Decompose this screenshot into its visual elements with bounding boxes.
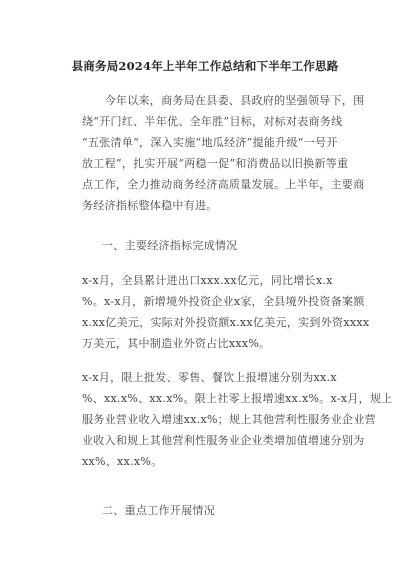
text-line: 放工程”，扎实开展“两稳一促”和消费品以旧换新等重	[82, 157, 349, 170]
text-line: 务经济指标整体稳中有进。	[82, 199, 218, 212]
text-line: 点工作，全力推动商务经济高质量发展。上半年，主要商	[82, 178, 365, 191]
paragraph-trade	[82, 270, 370, 354]
text-line: 绕“开门红、半年优、全年胜”目标，对标对表商务线	[82, 115, 343, 128]
section-heading-2: 二、重点工作开展情况	[102, 504, 215, 517]
document-title: 县商务局2024年上半年工作总结和下半年工作思路	[71, 59, 339, 73]
text-line: 今年以来，商务局在县委、县政府的坚强领导下，围	[82, 94, 365, 107]
intro-paragraph	[82, 90, 365, 216]
text-line: %、xx.x%、xx.x%。限上社零上报增速xx.x%。x-x月，规上	[82, 392, 393, 405]
paragraph-retail	[82, 367, 393, 472]
section-heading-1: 一、主要经济指标完成情况	[102, 239, 238, 252]
text-line: x-x月，全县累计进出口xxx.xx亿元，同比增长x.x	[82, 274, 333, 287]
text-line: %。x-x月，新增境外投资企业x家，全县境外投资备案额	[82, 295, 365, 308]
text-line: x.xx亿美元，实际对外投资额x.xx亿美元，实到外资xxxx	[82, 316, 370, 329]
text-line: 万美元，其中制造业外资占比xxx%。	[82, 337, 271, 350]
text-line: xx%、xx.x%。	[82, 455, 163, 468]
text-line: 业收入和规上其他营利性服务业企业类增加值增速分别为	[82, 434, 365, 447]
text-line: 服务业营业收入增速xx.x%；规上其他营利性服务业企业营	[82, 413, 376, 426]
text-line: x-x月，限上批发、零售、餐饮上报增速分别为xx.x	[82, 371, 337, 384]
text-line: “五张清单”，深入实施“地瓜经济”提能升级“一号开	[82, 136, 338, 149]
